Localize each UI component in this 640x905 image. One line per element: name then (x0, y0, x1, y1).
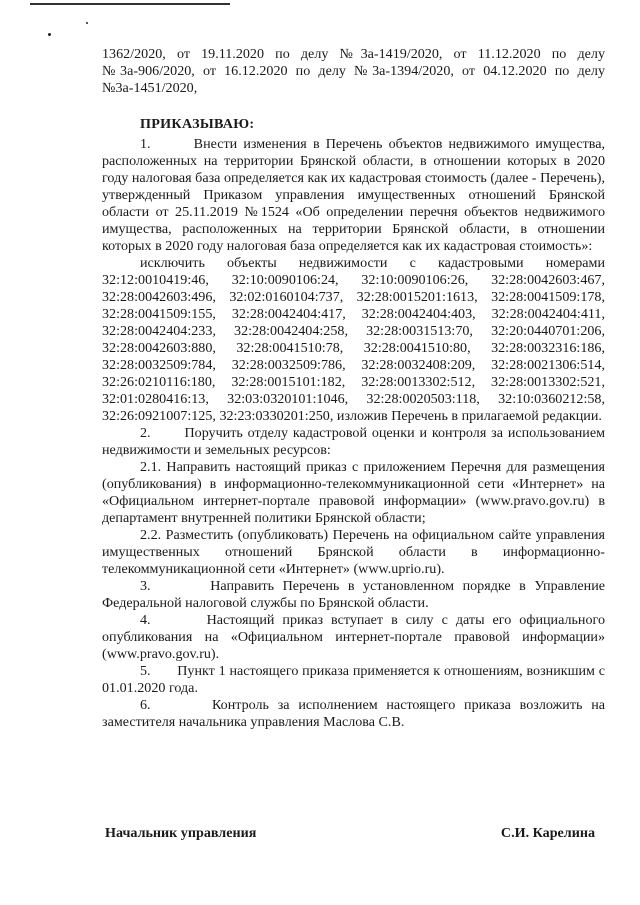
signatory-name: С.И. Карелина (500, 825, 595, 841)
item-6: 6. Контроль за исполнением настоящего приказа возложить на заместителя начальника управления Маслова С.В. (102, 697, 605, 730)
item-2: 2. Поручить отделу кадастровой оценки и контроля за использованием недвижимости и земельных ресурсов: (102, 425, 605, 458)
scan-speck (86, 22, 88, 24)
item-5: 5. Пункт 1 настоящего приказа применяется к отношениям, возникшим с 01.01.2020 года. (102, 663, 605, 696)
top-rule (30, 3, 230, 5)
item-1: 1. Внести изменения в Перечень объектов недвижимого имущества, расположенных на территории Брянской области, в отношении которых в 2020 году налоговая база определяется как их кадастровая стоимость (далее - Перечень), утвержденный Приказом управления имущественных отношений Брянской области от 25.11.2019 №1524 «Об определении перечня объектов недвижимого имущества, расположенных на территории Брянской области, в отношении которых в 2020 году налоговая база определяется как их кадастровая стоимость»: (102, 136, 605, 254)
item-2-2: 2.2. Разместить (опубликовать) Перечень на официальном сайте управления имущественных отношений Брянской области в информационно-телекоммуникационной сети «Интернет» (www.uprio.ru). (102, 527, 605, 577)
item-2-1: 2.1. Направить настоящий приказ с приложением Перечня для размещения (опубликования) в информационно-телекоммуникационной сети «Интернет» на «Официальном интернет-портале правовой информации» (www.pravo.gov.ru) в департамент внутренней политики Брянской области; (102, 459, 605, 526)
item-1-list: исключить объекты недвижимости с кадастровыми номерами 32:12:0010419:46, 32:10:0090106:24, 32:10:0090106:26, 32:28:0042603:467, 32:28:0042603:496, 32:02:0160104:737, 32:28:0015201:1613, 32:28:0041509:178, 32:28:0041509:155, 32:28:0042404:417, 32:28:0042404:403, 32:28:0042404:411, 32:28:0042404:233, 32:28:0042404:258, 32:28:0031513:70, 32:20:0440701:206, 32:28:0042603:880, 32:28:0041510:78, 32:28:0041510:80, 32:28:0032316:186, 32:28:0032509:784, 32:28:0032509:786, 32:28:0032408:209, 32:28:0021306:514, 32:26:0210116:180, 32:28:0015101:182, 32:28:0013302:512, 32:28:0013302:521, 32:01:0280416:13, 32:03:0320101:1046, 32:28:0020503:118, 32:10:0360212:58, 32:26:0921007:125, 32:23:0330201:250, изложив Перечень в прилагаемой редакции. (102, 255, 605, 424)
item-3: 3. Направить Перечень в установленном порядке в Управление Федеральной налоговой службы по Брянской области. (102, 578, 605, 611)
signatory-position: Начальник управления (105, 825, 257, 841)
scan-speck (48, 33, 51, 36)
intro-paragraph: 1362/2020, от 19.11.2020 по делу №3а-1419/2020, от 11.12.2020 по делу №3а-906/2020, от 16.12.2020 по делу №3а-1394/2020, от 04.12.2020 по делу №3а-1451/2020, (102, 46, 605, 96)
signature-block (105, 825, 595, 842)
document-body (102, 46, 605, 731)
order-heading: ПРИКАЗЫВАЮ: (140, 116, 255, 132)
item-4: 4. Настоящий приказ вступает в силу с даты его официального опубликования на «Официальном интернет-портале правовой информации» (www.pravo.gov.ru). (102, 612, 605, 662)
